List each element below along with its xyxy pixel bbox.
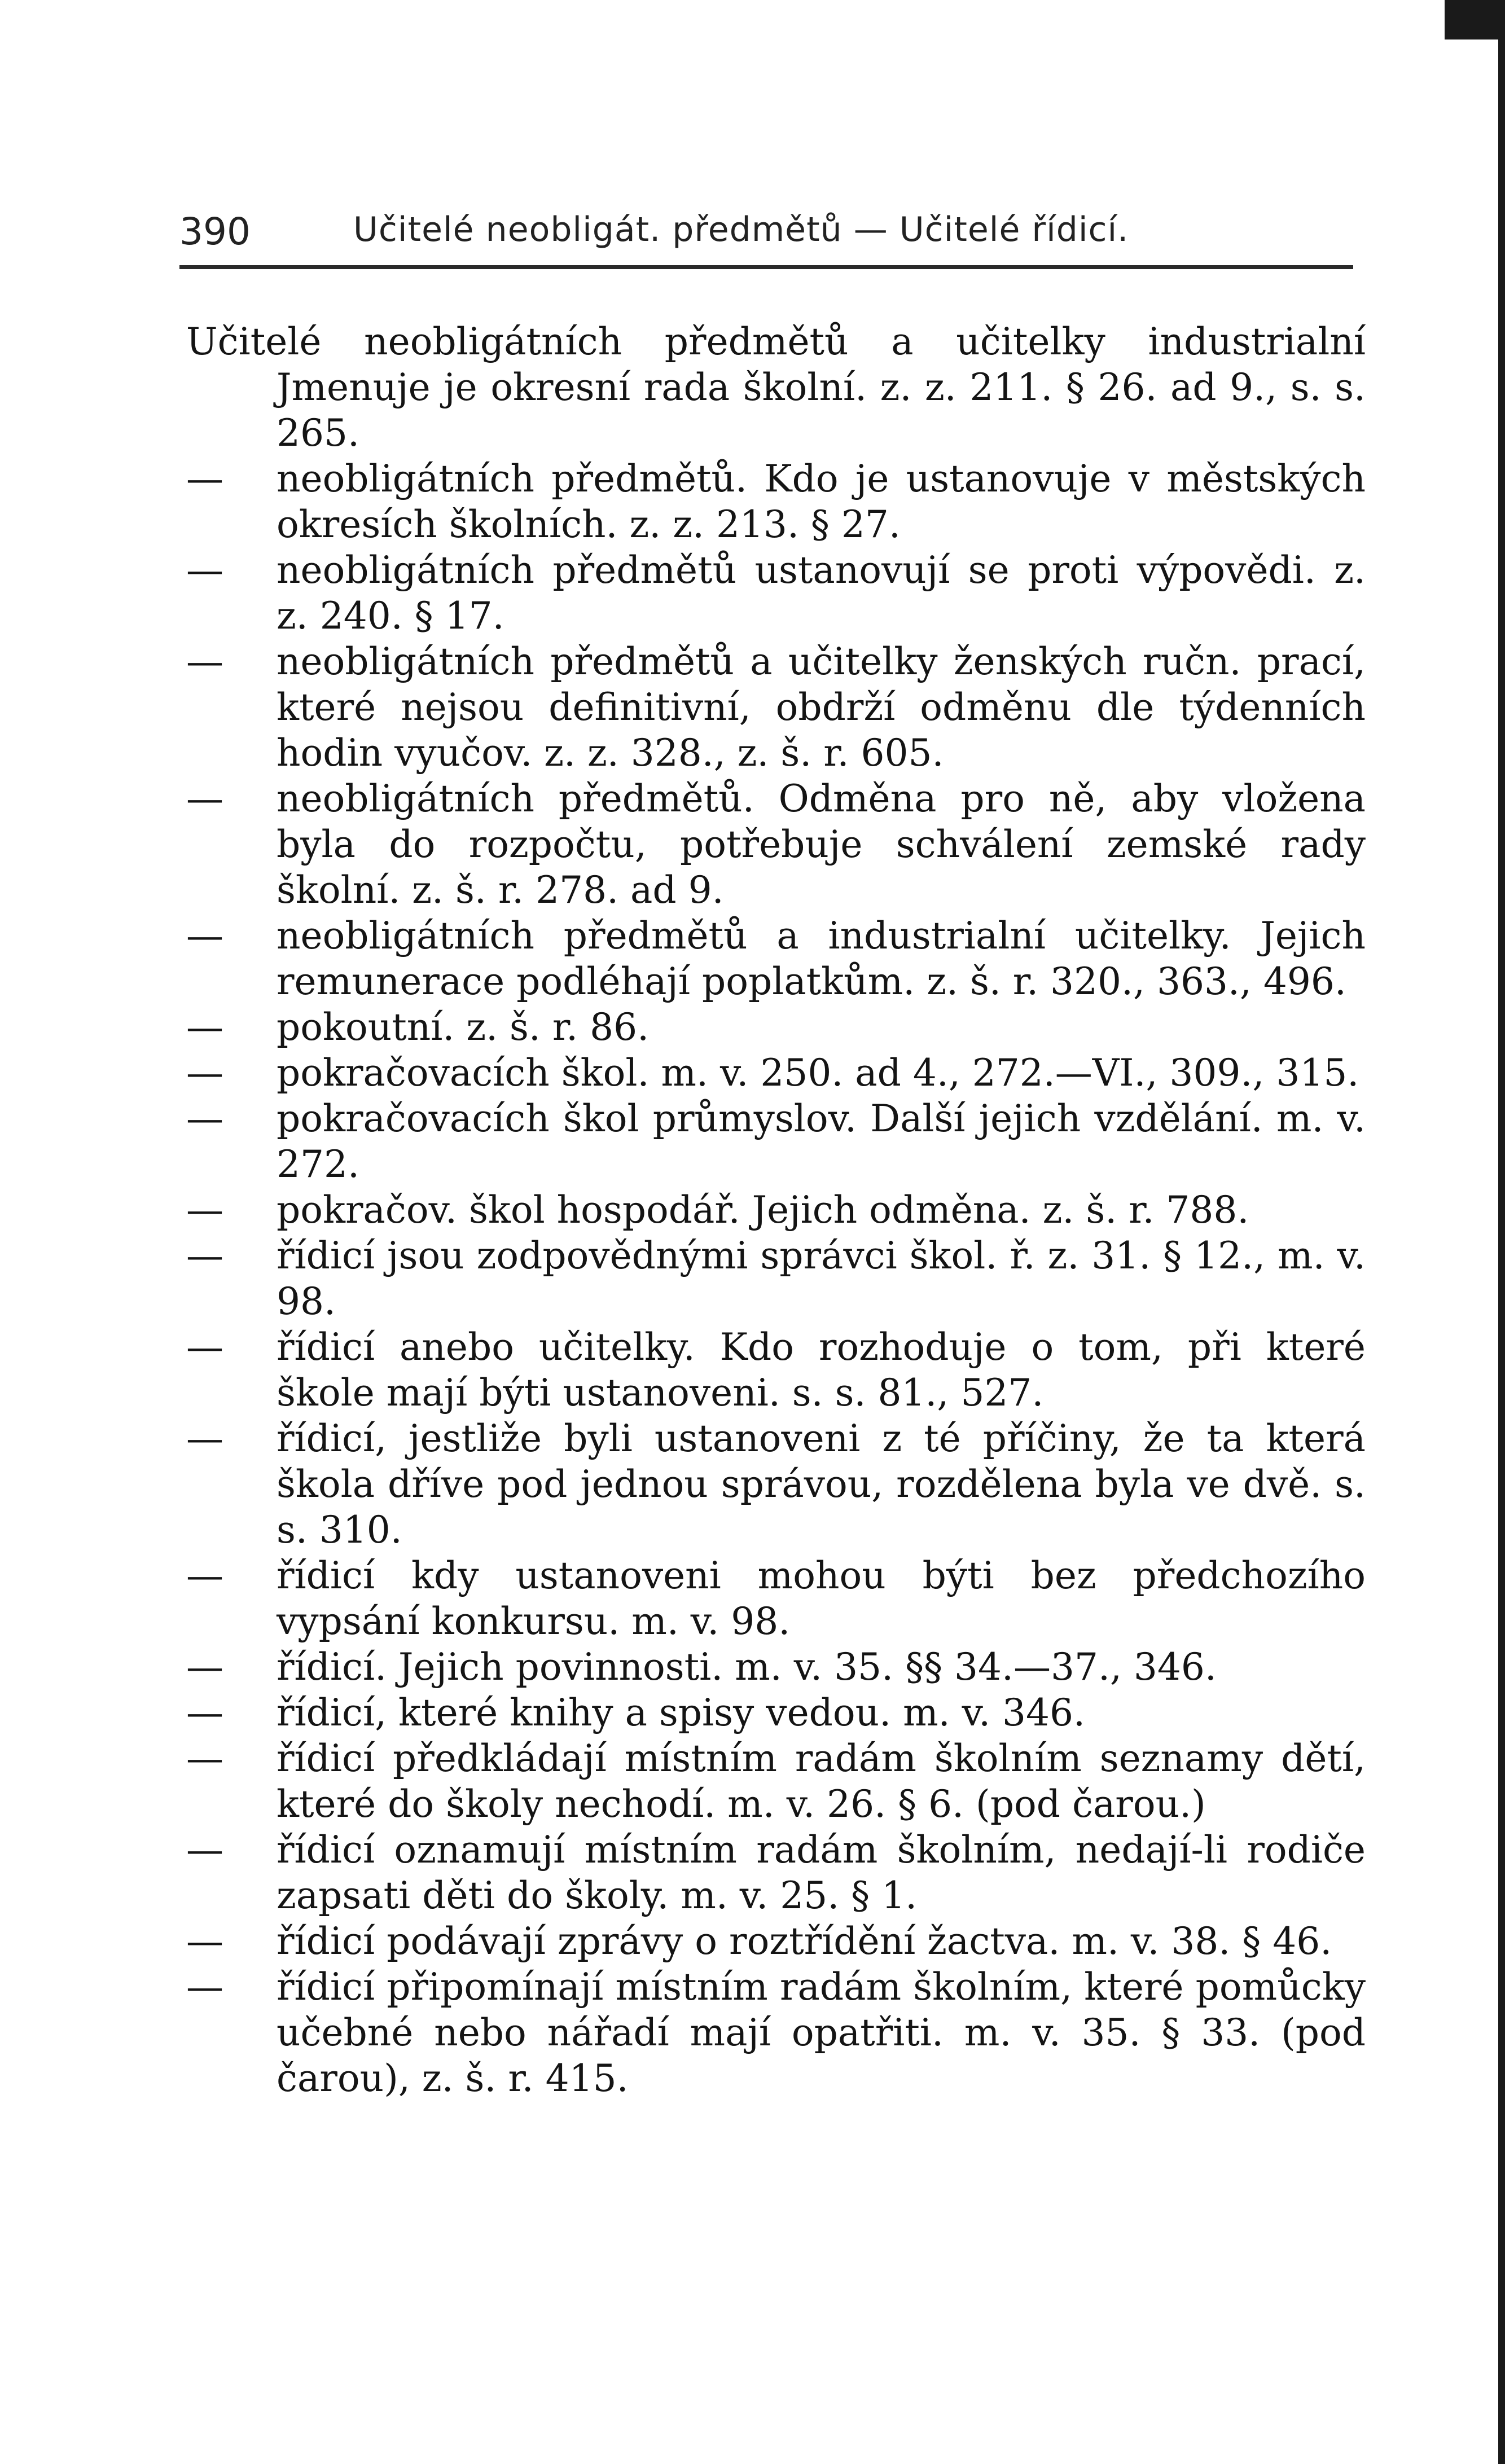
scan-edge-top [1445, 0, 1505, 39]
entry-dash: — [186, 1920, 223, 1963]
entry-text: řídicí předkládají místním radám školním seznamy dětí, které do školy nechodí. m. v. 26. § 6. (pod čarou.) [277, 1737, 1366, 1826]
index-entry [186, 776, 1366, 913]
entry-text: řídicí anebo učitelky. Kdo rozhoduje o tom, při které škole mají býti ustanoveni. s. s. 81., 527. [277, 1325, 1366, 1415]
entry-text: řídicí oznamují místním radám školním, nedají-li rodiče zapsati děti do školy. m. v. 25. § 1. [277, 1828, 1366, 1917]
entry-text: neobligátních předmětů a industrialní učitelky. Jejich remunerace podléhají poplatkům. z. š. r. 320., 363., 496. [277, 914, 1366, 1003]
entry-text: řídicí jsou zodpovědnými správci škol. ř. z. 31. § 12., m. v. 98. [277, 1234, 1366, 1323]
entry-text: pokračov. škol hospodář. Jejich odměna. z. š. r. 788. [277, 1188, 1249, 1232]
entry-dash: — [186, 1188, 223, 1232]
index-entry [186, 1918, 1366, 1964]
header-rule [179, 265, 1353, 269]
entry-text: řídicí, jestliže byli ustanoveni z té příčiny, že ta která škola dříve pod jednou správou, rozdělena byla ve dvě. s. s. 310. [277, 1417, 1366, 1552]
index-entries [186, 319, 1366, 2101]
entry-text: řídicí, které knihy a spisy vedou. m. v. 346. [277, 1691, 1085, 1734]
index-entry [186, 1050, 1366, 1096]
entry-text: řídicí podávají zprávy o roztřídění žactva. m. v. 38. § 46. [277, 1920, 1332, 1963]
page-header [179, 199, 1353, 261]
entry-dash: — [186, 457, 223, 500]
entry-dash: — [186, 1965, 223, 2009]
entry-text: neobligátních předmětů. Kdo je ustanovuje v městských okresích školních. z. z. 213. § 27. [277, 457, 1366, 546]
entry-dash: — [186, 1325, 223, 1369]
page-number: 390 [179, 210, 251, 253]
index-entry [186, 1736, 1366, 1827]
entry-dash: — [186, 1828, 223, 1872]
index-entry [186, 1827, 1366, 1918]
entry-dash: — [186, 777, 223, 820]
running-head: Učitelé neobligát. předmětů — Učitelé řídicí. [353, 210, 1129, 249]
index-entry [186, 1553, 1366, 1644]
entry-text: řídicí. Jejich povinnosti. m. v. 35. §§ 34.—37., 346. [277, 1645, 1217, 1689]
entry-text: řídicí kdy ustanoveni mohou býti bez předchozího vypsání konkursu. m. v. 98. [277, 1554, 1366, 1643]
entry-dash: — [186, 640, 223, 683]
entry-text: neobligátních předmětů a učitelky ženských ručn. prací, které nejsou definitivní, obdrží odměnu dle týdenních hodin vyučov. z. z. 328., z. š. r. 605. [277, 640, 1366, 775]
index-entry [186, 1004, 1366, 1050]
entry-dash: — [186, 1417, 223, 1460]
entry-text: neobligátních předmětů. Odměna pro ně, aby vložena byla do rozpočtu, potřebuje schválení zemské rady školní. z. š. r. 278. ad 9. [277, 777, 1366, 912]
entry-dash: — [186, 548, 223, 592]
index-entry [186, 1416, 1366, 1553]
scan-edge-right [1498, 0, 1505, 2464]
index-entry [186, 913, 1366, 1004]
entry-text: neobligátních předmětů ustanovují se proti výpovědi. z. z. 240. § 17. [277, 548, 1366, 638]
entry-text: Učitelé neobligátních předmětů a učitelky industrialní Jmenuje je okresní rada školní. z. z. 211. § 26. ad 9., s. s. 265. [186, 320, 1366, 455]
index-entry [186, 319, 1366, 456]
entry-dash: — [186, 1097, 223, 1140]
entry-dash: — [186, 1691, 223, 1734]
entry-text: řídicí připomínají místním radám školním, které pomůcky učebné nebo nářadí mají opatřiti. m. v. 35. § 33. (pod čarou), z. š. r. 415. [277, 1965, 1366, 2100]
index-entry [186, 1324, 1366, 1416]
entry-dash: — [186, 1554, 223, 1597]
index-entry [186, 1644, 1366, 1690]
index-entry [186, 1964, 1366, 2101]
entry-text: pokračovacích škol průmyslov. Další jejich vzdělání. m. v. 272. [277, 1097, 1366, 1186]
entry-dash: — [186, 914, 223, 958]
entry-dash: — [186, 1051, 223, 1095]
index-entry [186, 547, 1366, 639]
index-entry [186, 456, 1366, 547]
entry-text: pokoutní. z. š. r. 86. [277, 1005, 650, 1049]
entry-dash: — [186, 1234, 223, 1277]
index-entry [186, 1187, 1366, 1233]
index-entry [186, 1233, 1366, 1324]
entry-dash: — [186, 1645, 223, 1689]
entry-text: pokračovacích škol. m. v. 250. ad 4., 272.—VI., 309., 315. [277, 1051, 1359, 1095]
entry-dash: — [186, 1005, 223, 1049]
index-entry [186, 1690, 1366, 1736]
index-entry [186, 1096, 1366, 1187]
entry-dash: — [186, 1737, 223, 1780]
index-entry [186, 639, 1366, 776]
